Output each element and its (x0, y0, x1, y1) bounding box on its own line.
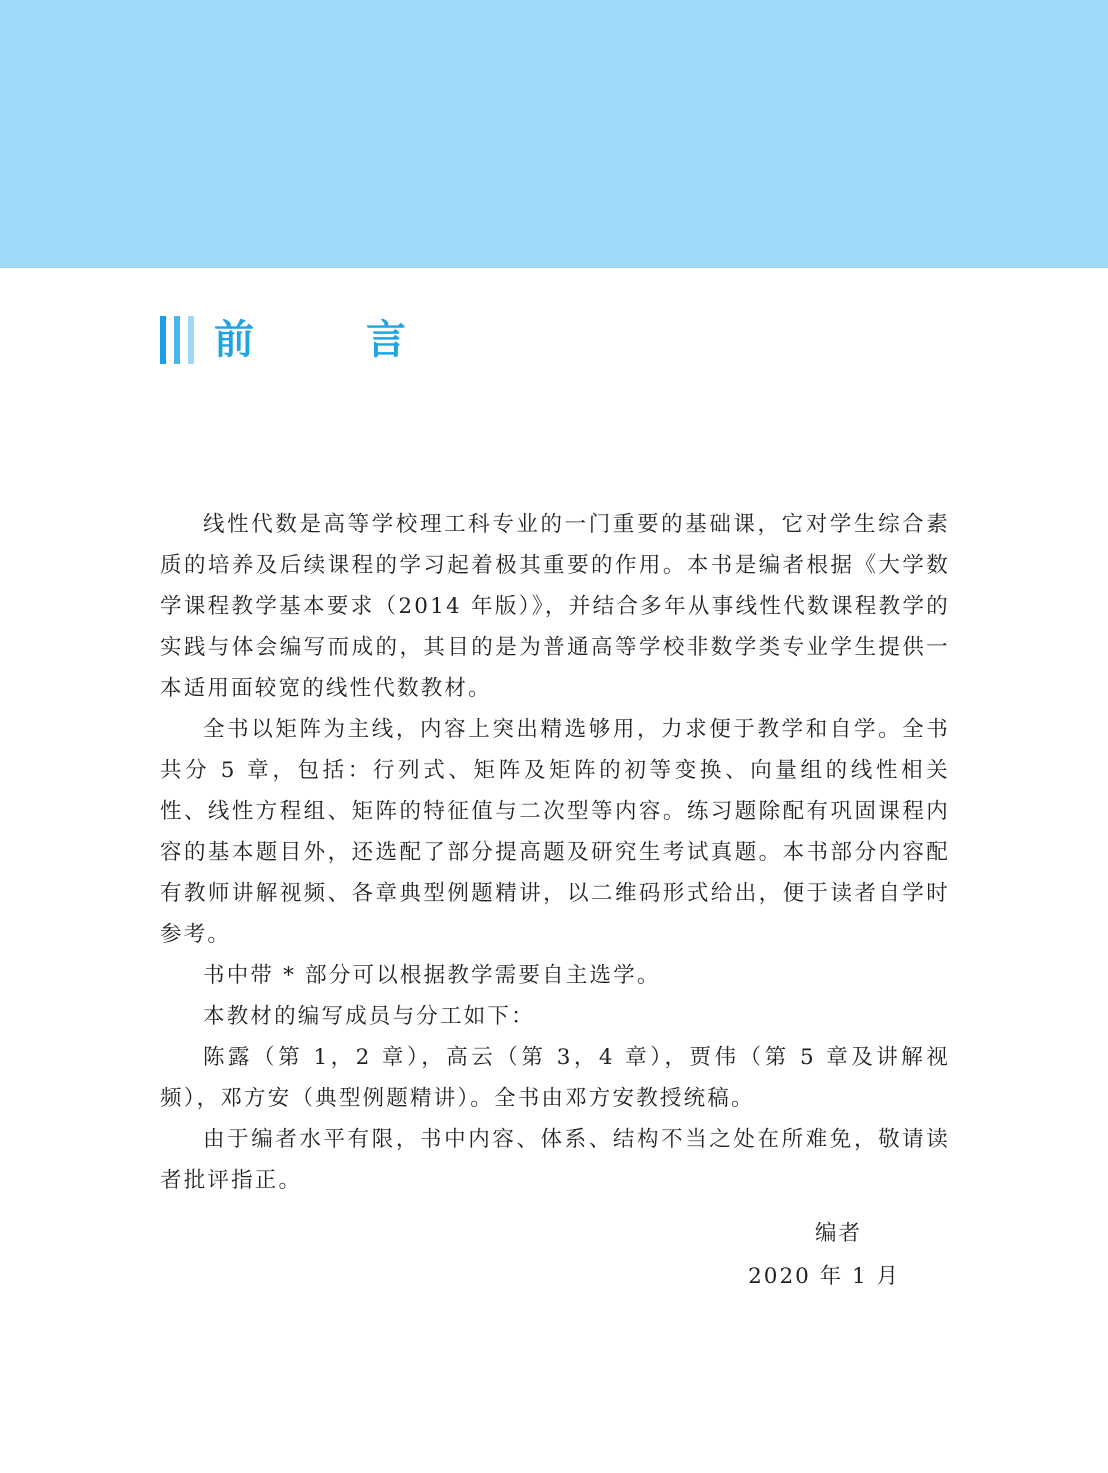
paragraph: 本教材的编写成员与分工如下： (203, 1004, 535, 1029)
paragraph: 书中带 * 部分可以根据教学需要自主选学。 (203, 963, 661, 988)
signature-author: 编者 (814, 1221, 862, 1246)
paragraph: 线性代数是高等学校理工科专业的一门重要的基础课，它对学生综合素质的培养及后续课程的学习起着极其重要的作用。本书是编者根据《大学数学课程教学基本要求（2014 年版）》，并结合多年从事线性代数课程教学的实践与体会编写而成的，其目的是为普通高等学校非数学类专业学生提供一本适用面较宽的线性代数教材。 (160, 512, 950, 701)
preface-body (160, 504, 950, 1201)
page-title-block (160, 314, 442, 366)
paragraph: 全书以矩阵为主线，内容上突出精选够用，力求便于教学和自学。全书共分 5 章，包括：行列式、矩阵及矩阵的初等变换、向量组的线性相关性、线性方程组、矩阵的特征值与二次型等内容。练习题除配有巩固课程内容的基本题目外，还选配了部分提高题及研究生考试真题。本书部分内容配有教师讲解视频、各章典型例题精讲，以二维码形式给出，便于读者自学时参考。 (160, 717, 950, 947)
paragraph: 由于编者水平有限，书中内容、体系、结构不当之处在所难免，敬请读者批评指正。 (160, 1127, 950, 1193)
signature-date: 2020 年 1 月 (748, 1264, 900, 1289)
title-bar-decoration (174, 316, 180, 364)
header-band (0, 0, 1108, 268)
title-bar-decoration (188, 316, 194, 364)
paragraph: 陈露（第 1，2 章），高云（第 3，4 章），贾伟（第 5 章及讲解视频），邓方安（典型例题精讲）。全书由邓方安教授统稿。 (160, 1045, 950, 1111)
title-bar-decoration (160, 316, 166, 364)
page-title: 前 言 (214, 317, 442, 363)
